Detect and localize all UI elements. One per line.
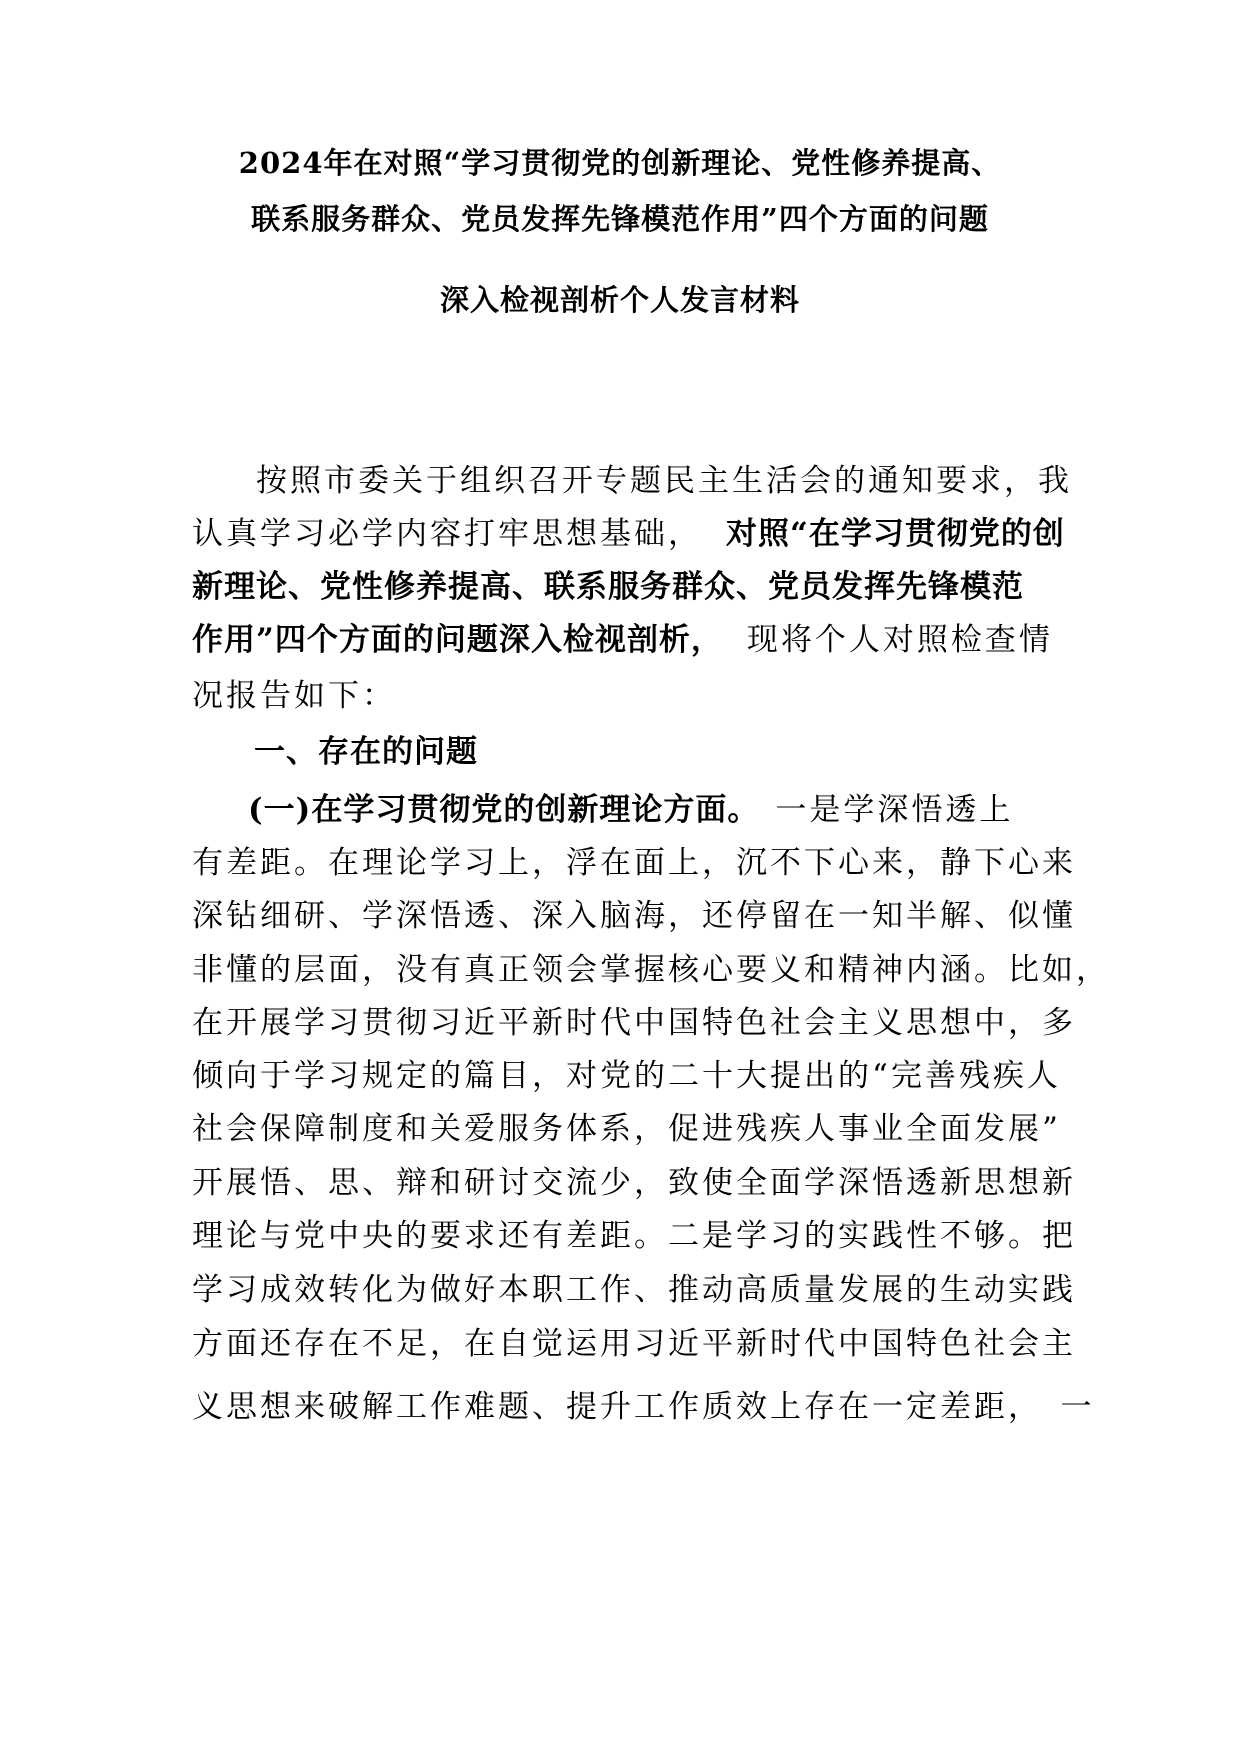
intro-line-4 [192,614,1053,659]
body-line: 学习成效转化为做好本职工作、推动高质量发展的生动实践 [192,1272,1076,1308]
body-line: 理论与党中央的要求还有差距。二是学习的实践性不够。把 [192,1218,1076,1254]
body-line: 深钻细研、学深悟透、深入脑海，还停留在一知半解、似懂 [192,898,1076,934]
subsection-1-first-line [248,784,1013,829]
subsection-1-text-start: 一是学深悟透上 [775,792,1014,828]
body-line: 倾向于学习规定的篇目，对党的二十大提出的“完善残疾人 [192,1058,1061,1094]
title-line-2: 联系服务群众、党员发挥先锋模范作用”四个方面的问题 [251,202,989,236]
intro-line-2 [192,508,1065,553]
intro-line-3: 新理论、党性修养提高、联系服务群众、党员发挥先锋模范 [192,569,1024,605]
body-line: 义思想来破解工作难题、提升工作质效上存在一定差距， 一 [192,1389,1095,1425]
body-line: 开展悟、思、辩和研讨交流少，致使全面学深悟透新思想新 [192,1165,1076,1201]
body-line: 有差距。在理论学习上，浮在面上，沉不下心来，静下心来 [192,845,1076,881]
intro-text-1: 按照市委关于组织召开专题民主生活会的通知要求，我 [256,463,1072,499]
intro-text-2-bold: 对照“在学习贯彻党的创 [726,516,1065,552]
body-line: 社会保障制度和关爱服务体系，促进残疾人事业全面发展” [192,1111,1061,1147]
intro-text-2-plain: 认真学习必学内容打牢思想基础， [192,516,702,552]
title-line-3: 深入检视剖析个人发言材料 [439,283,800,317]
title-line-1: 2024年在对照“学习贯彻党的创新理论、党性修养提高、 [238,146,1002,180]
body-line: 方面还存在不足，在自觉运用习近平新时代中国特色社会主 [192,1326,1076,1362]
intro-line-1 [256,455,1072,500]
section-heading: 一、存在的问题 [254,734,478,770]
body-line: 非懂的层面，没有真正领会掌握核心要义和精神内涵。比如， [192,952,1110,988]
intro-line-5: 况报告如下： [192,678,396,714]
intro-text-4-plain: 现将个人对照检查情 [746,622,1053,658]
intro-text-4-bold: 作用”四个方面的问题深入检视剖析， [192,622,723,658]
body-line: 在开展学习贯彻习近平新时代中国特色社会主义思想中，多 [192,1005,1076,1041]
subsection-1-heading: (一)在学习贯彻党的创新理论方面。 [248,792,760,828]
